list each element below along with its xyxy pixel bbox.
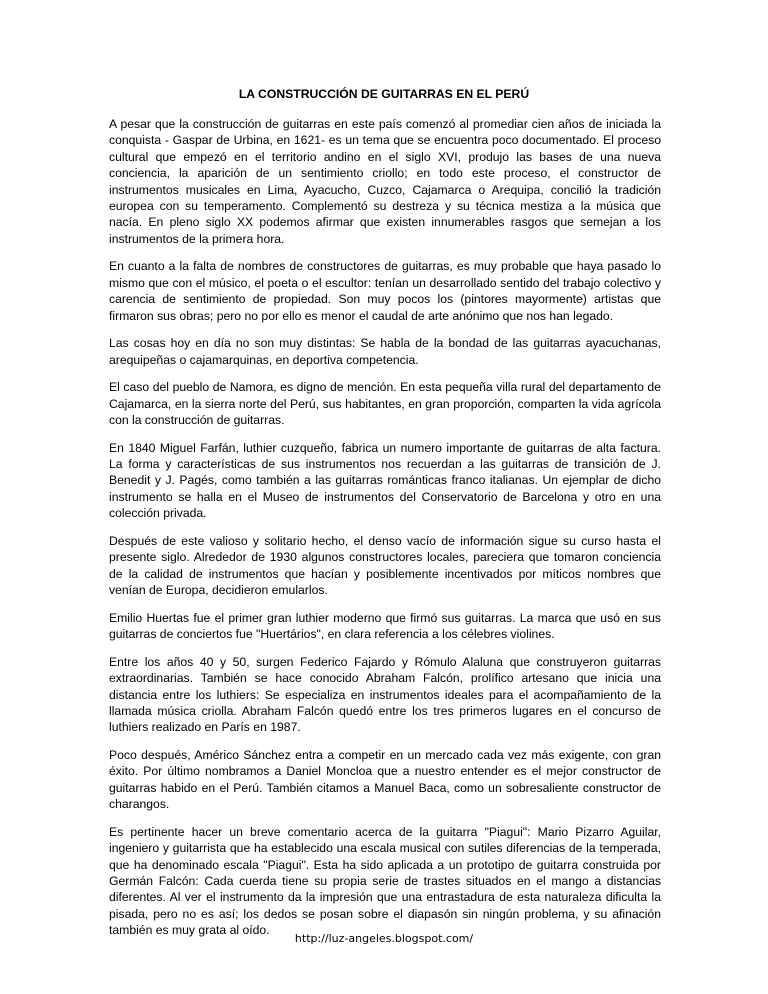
footer-url: http://luz-angeles.blogspot.com/ xyxy=(294,932,474,945)
article-body xyxy=(109,116,661,950)
paragraph: Emilio Huertas fue el primer gran luthier moderno que firmó sus guitarras. La marca que usó en sus guitarras de conciertos fue "Huertários", en clara referencia a los célebres violines. xyxy=(109,610,661,642)
paragraph: Poco después, Américo Sánchez entra a competir en un mercado cada vez más exigente, con gran éxito. Por último nombramos a Daniel Moncloa que a nuestro entender es el mejor constructor de guitarras habido en el Perú. También citamos a Manuel Baca, como un sobresaliente constructor de charangos. xyxy=(109,747,661,812)
paragraph: En cuanto a la falta de nombres de constructores de guitarras, es muy probable que haya pasado lo mismo que con el músico, el poeta o el escultor: tenían un desarrollado sentido del trabajo colectivo y carencia de sentimiento de propiedad. Son muy pocos los (pintores mayormente) artistas que firmaron sus obras; pero no por ello es menor el caudal de arte anónimo que nos han legado. xyxy=(109,259,661,323)
paragraph: En 1840 Miguel Farfán, luthier cuzqueño, fabrica un numero importante de guitarras de alta factura. La forma y características de sus instrumentos nos recuerdan a las guitarras de transición de J. Benedit y J. Pagés, como también a las guitarras románticas franco italianas. Un ejemplar de dicho instrumento se halla en el Museo de instrumentos del Conservatorio de Barcelona y otro en una colección privada. xyxy=(109,440,661,521)
paragraph: Entre los años 40 y 50, surgen Federico Fajardo y Rómulo Alaluna que construyeron guitarras extraordinarias. También se hace conocido Abraham Falcón, prolífico artesano que inicia una distancia entre los luthiers: Se especializa en instrumentos ideales para el acompañamiento de la llamada música criolla. Abraham Falcón quedó entre los tres primeros lugares en el concurso de luthiers realizado en París en 1987. xyxy=(109,654,661,735)
page-title: LA CONSTRUCCIÓN DE GUITARRAS EN EL PERÚ xyxy=(238,87,530,101)
paragraph: A pesar que la construcción de guitarras en este país comenzó al promediar cien años de iniciada la conquista - Gaspar de Urbina, en 1621- es un tema que se encuentra poco documentado. El proceso cultural que empezó en el territorio andino en el siglo XVI, produjo las bases de una nueva conciencia, la aparición de un sentimiento criollo; en todo este proceso, el constructor de instrumentos musicales en Lima, Ayacucho, Cuzco, Cajamarca o Arequipa, concilió la tradición europea con su temperamento. Complementó su destreza y su técnica mestiza a la música que nacía. En pleno siglo XX podemos afirmar que existen innumerables rasgos que semejan a los instrumentos de la primera hora. xyxy=(109,117,661,246)
paragraph: Las cosas hoy en día no son muy distintas: Se habla de la bondad de las guitarras ayacuchanas, arequipeñas o cajamarquinas, en deportiva competencia. xyxy=(109,336,661,367)
paragraph: Después de este valioso y solitario hecho, el denso vacío de información sigue su curso hasta el presente siglo. Alrededor de 1930 algunos constructores locales, pareciera que tomaron conciencia de la calidad de instrumentos que hacían y posiblemente incentivados por míticos nombres que venían de Europa, decidieron emularlos. xyxy=(109,533,661,598)
paragraph: El caso del pueblo de Namora, es digno de mención. En esta pequeña villa rural del departamento de Cajamarca, en la sierra norte del Perú, sus habitantes, en gran proporción, comparten la vida agrícola con la construcción de guitarras. xyxy=(109,380,661,428)
paragraph: Es pertinente hacer un breve comentario acerca de la guitarra "Piagui": Mario Pizarro Aguilar, ingeniero y guitarrista que ha establecido una escala musical con sutiles diferencias de la temperada, que ha denominado escala "Piagui". Esta ha sido aplicada a un prototipo de guitarra construida por Germán Falcón: Cada cuerda tiene su propia serie de trastes situados en el mango a distancias diferentes. Al ver el instrumento da la impresión que una entrastadura de esta naturaleza dificulta la pisada, pero no es así; los dedos se posan sobre el diapasón sin ningún problema, y su afinación también es muy grata al oído. xyxy=(109,824,661,938)
